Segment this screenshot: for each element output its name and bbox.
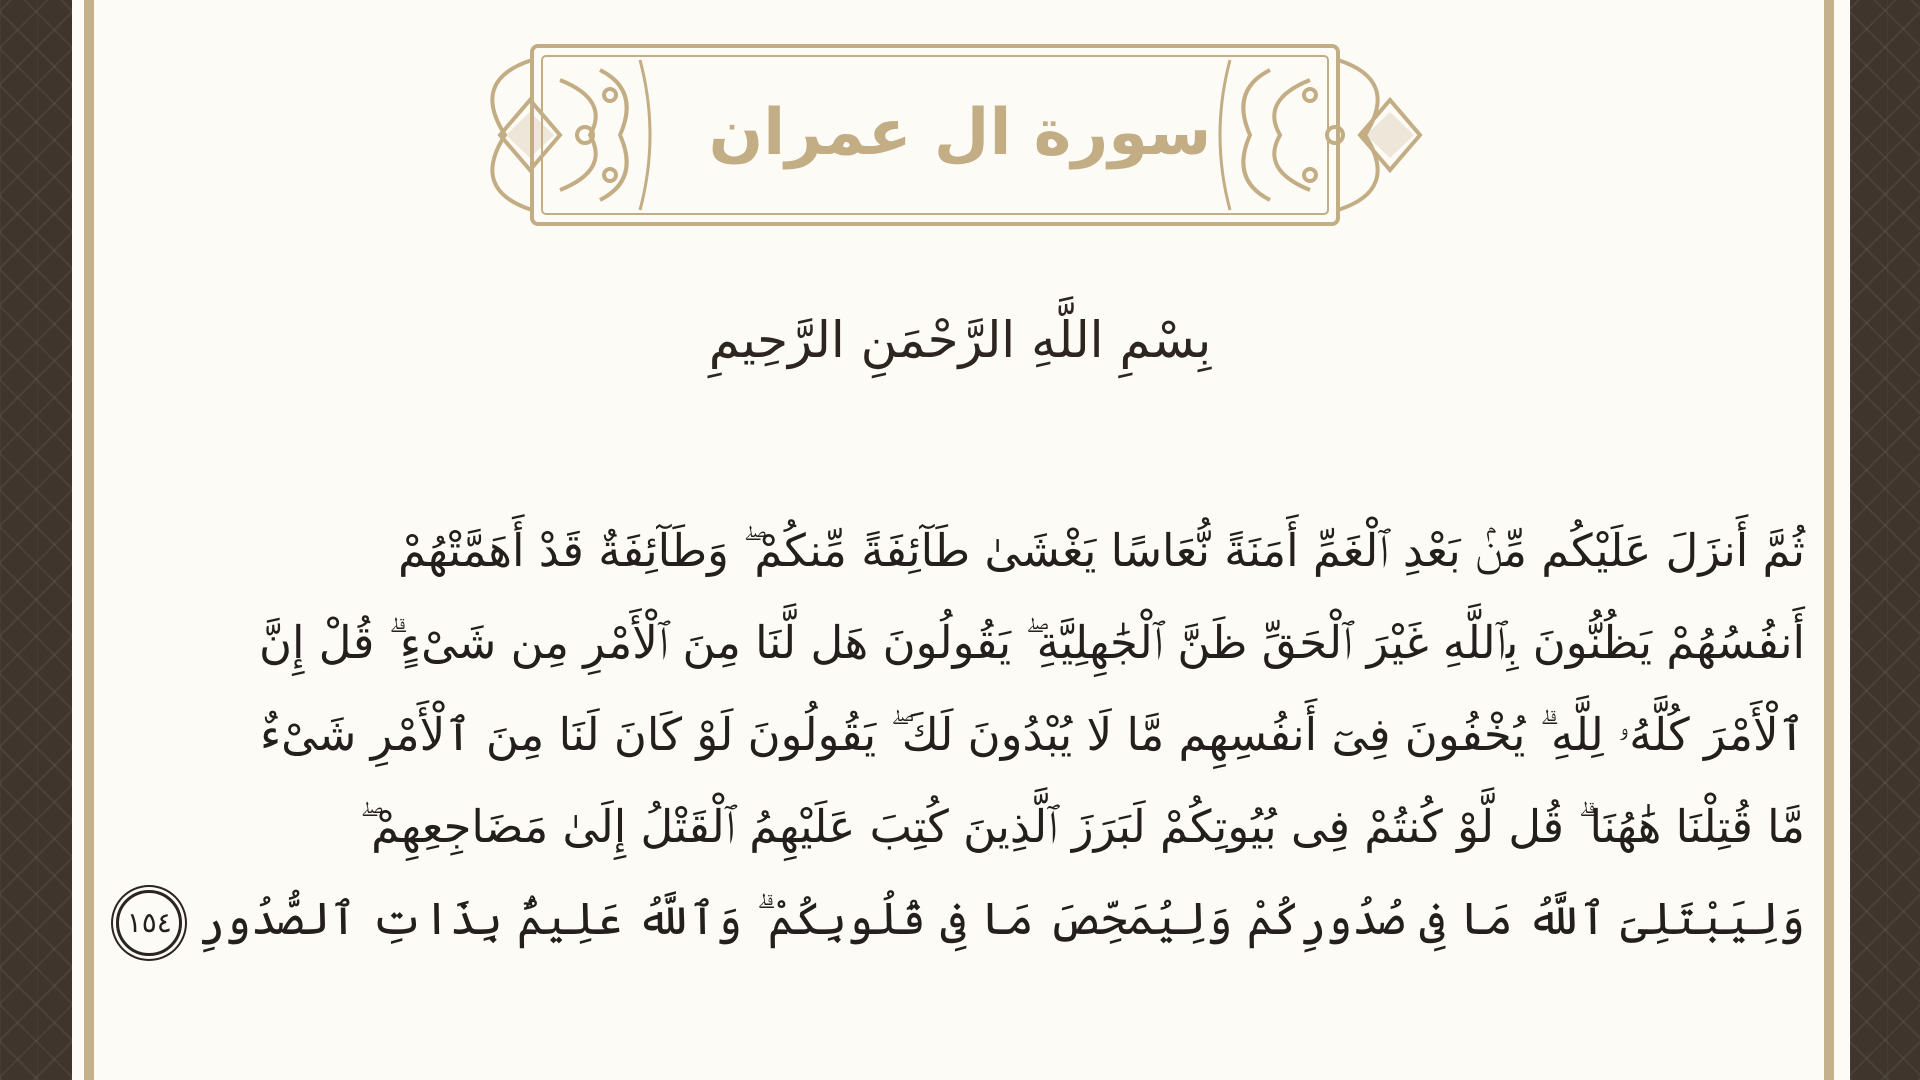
- verse-line-last: [126, 873, 1805, 965]
- verse-line-text: وَلِيَبْتَلِىَ ٱللَّهُ مَا فِى صُدُورِكُمْ وَلِيُمَحِّصَ مَا فِى قُلُوبِكُمْ ۗ وَٱللَّهُ عَلِيمٌۢ بِذَاتِ ٱلصُّدُورِ: [198, 892, 1805, 945]
- verse-line: ثُمَّ أَنزَلَ عَلَيْكُم مِّنۢ بَعْدِ ٱلْغَمِّ أَمَنَةً نُّعَاسًا يَغْشَىٰ طَآئِفَةً مِّنكُمْ ۖ وَطَآئِفَةٌ قَدْ أَهَمَّتْهُمْ: [397, 524, 1805, 577]
- basmala: بِسْمِ اللَّهِ الرَّحْمَنِ الرَّحِيمِ: [708, 311, 1212, 369]
- verse-line: ٱلْأَمْرَ كُلَّهُۥ لِلَّهِ ۗ يُخْفُونَ فِىٓ أَنفُسِهِم مَّا لَا يُبْدُونَ لَكَ ۖ يَقُولُونَ لَوْ كَانَ لَنَا مِنَ ٱلْأَمْرِ شَىْءٌ: [259, 708, 1805, 761]
- verse-line: مَّا قُتِلْنَا هَٰهُنَا ۗ قُل لَّوْ كُنتُمْ فِى بُيُوتِكُمْ لَبَرَزَ ٱلَّذِينَ كُتِبَ عَلَيْهِمُ ٱلْقَتْلُ إِلَىٰ مَضَاجِعِهِمْ ۖ: [359, 800, 1805, 853]
- surah-title: سورة ال عمران: [708, 96, 1212, 170]
- verse-line: أَنفُسُهُمْ يَظُنُّونَ بِٱللَّهِ غَيْرَ ٱلْحَقِّ ظَنَّ ٱلْجَٰهِلِيَّةِ ۖ يَقُولُونَ هَل لَّنَا مِنَ ٱلْأَمْرِ مِن شَىْءٍ ۗ قُلْ إِنَّ: [258, 616, 1805, 669]
- verse-text: [126, 505, 1805, 965]
- ayah-number-marker: ١٥٤: [116, 890, 182, 956]
